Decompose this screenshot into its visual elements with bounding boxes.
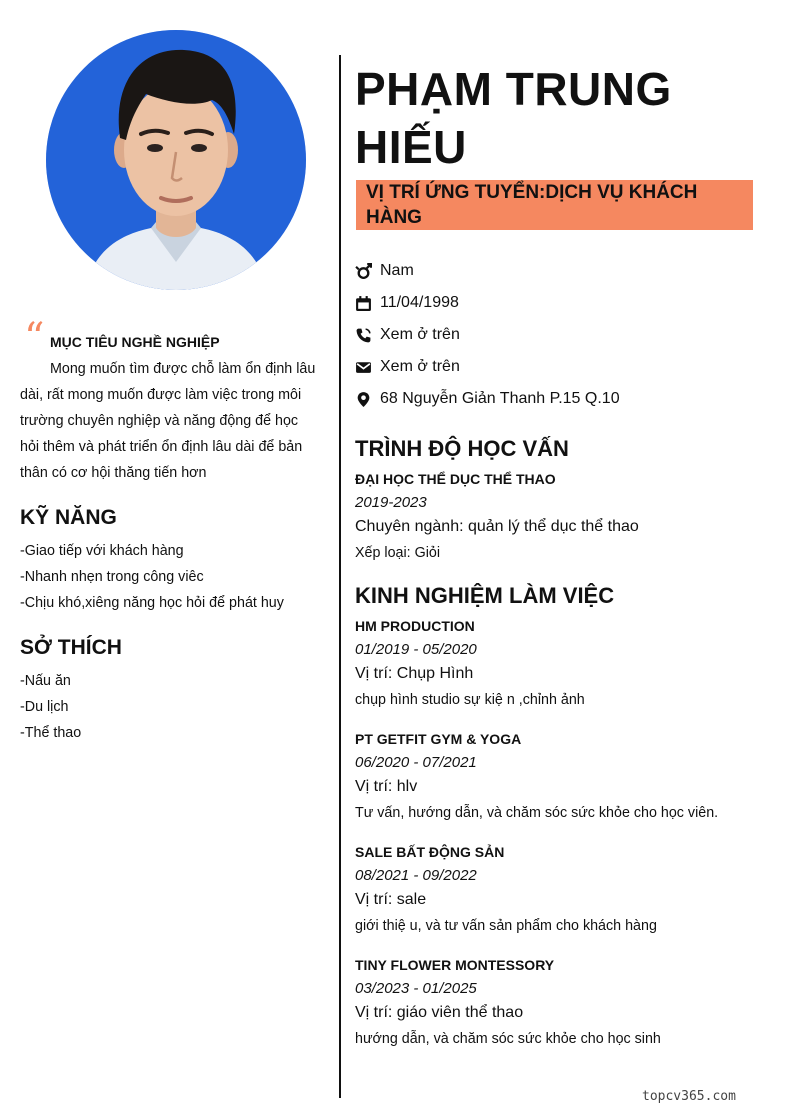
job-description: giới thiệ u, và tư vấn sản phẩm cho khách hàng — [355, 918, 657, 934]
avatar — [46, 30, 306, 290]
objective-title: MỤC TIÊU NGHỀ NGHIỆP — [50, 334, 220, 350]
phone-value: Xem ở trên — [380, 326, 460, 343]
education-major: Chuyên ngành: quản lý thể dục thể thao — [355, 518, 639, 535]
hobbies-list — [20, 668, 81, 746]
school-name: ĐẠI HỌC THỂ DỤC THỂ THAO — [355, 471, 556, 487]
job-company: HM PRODUCTION — [355, 618, 475, 634]
job-description: hướng dẫn, và chăm sóc sức khỏe cho học sinh — [355, 1031, 661, 1047]
education-grade: Xếp loại: Giỏi — [355, 545, 441, 561]
email-row — [355, 358, 460, 376]
watermark: topcv365.com — [642, 1089, 736, 1104]
skill-item: -Chịu khó,xiêng năng học hỏi để phát huy — [20, 595, 284, 611]
skills-title: KỸ NĂNG — [20, 506, 117, 529]
birthdate-value: 11/04/1998 — [380, 294, 459, 311]
position-banner: VỊ TRÍ ỨNG TUYỂN:DỊCH VỤ KHÁCH HÀNG — [356, 180, 753, 230]
job-role: Vị trí: giáo viên thể thao — [355, 1004, 524, 1021]
hobby-item: -Thể thao — [20, 725, 82, 741]
phone-row — [355, 326, 460, 344]
job-role: Vị trí: sale — [355, 891, 427, 908]
phone-icon — [355, 327, 372, 344]
gender-row — [355, 262, 414, 280]
skill-item: -Nhanh nhẹn trong công viêc — [20, 569, 204, 585]
job-role: Vị trí: Chụp Hình — [355, 665, 474, 682]
job-description: Tư vấn, hướng dẫn, và chăm sóc sức khỏe cho học viên. — [355, 805, 719, 821]
job-period: 01/2019 - 05/2020 — [355, 641, 477, 658]
profile-photo — [46, 30, 306, 290]
hobbies-title: SỞ THÍCH — [20, 636, 122, 659]
calendar-icon — [355, 295, 372, 312]
location-pin-icon — [355, 391, 372, 408]
quote-icon: “ — [24, 315, 41, 361]
job-company: PT GETFIT GYM & YOGA — [355, 731, 522, 747]
education-period: 2019-2023 — [355, 494, 427, 511]
job-description: chụp hình studio sự kiệ n ,chỉnh ảnh — [355, 692, 585, 708]
gender-value: Nam — [380, 262, 414, 279]
hobby-item: -Du lịch — [20, 699, 69, 715]
job-company: SALE BẤT ĐỘNG SẢN — [355, 844, 505, 860]
education-title: TRÌNH ĐỘ HỌC VẤN — [355, 436, 569, 461]
address-value: 68 Nguyễn Giản Thanh P.15 Q.10 — [380, 390, 620, 407]
job-period: 03/2023 - 01/2025 — [355, 980, 477, 997]
experience-title: KINH NGHIỆM LÀM VIỆC — [355, 583, 615, 608]
birthdate-row — [355, 294, 459, 312]
job-role: Vị trí: hlv — [355, 778, 418, 795]
candidate-name: PHẠM TRUNG HIẾU — [355, 63, 672, 173]
objective-text: Mong muốn tìm được chỗ làm ổn định lâu dài, rất mong muốn được làm việc trong môi trường chuyên nghiệp và năng động để học hỏi thêm và phát triển ổn định lâu dài để bản thân có cơ hội thăng tiến hơn — [20, 361, 316, 481]
job-company: TINY FLOWER MONTESSORY — [355, 957, 555, 973]
email-value: Xem ở trên — [380, 358, 460, 375]
envelope-icon — [355, 359, 372, 376]
job-period: 08/2021 - 09/2022 — [355, 867, 477, 884]
skills-list — [20, 538, 284, 616]
gender-icon — [355, 263, 372, 280]
job-period: 06/2020 - 07/2021 — [355, 754, 477, 771]
skill-item: -Giao tiếp với khách hàng — [20, 543, 184, 559]
address-row — [355, 390, 620, 408]
hobby-item: -Nấu ăn — [20, 673, 71, 689]
column-divider — [339, 55, 341, 1098]
